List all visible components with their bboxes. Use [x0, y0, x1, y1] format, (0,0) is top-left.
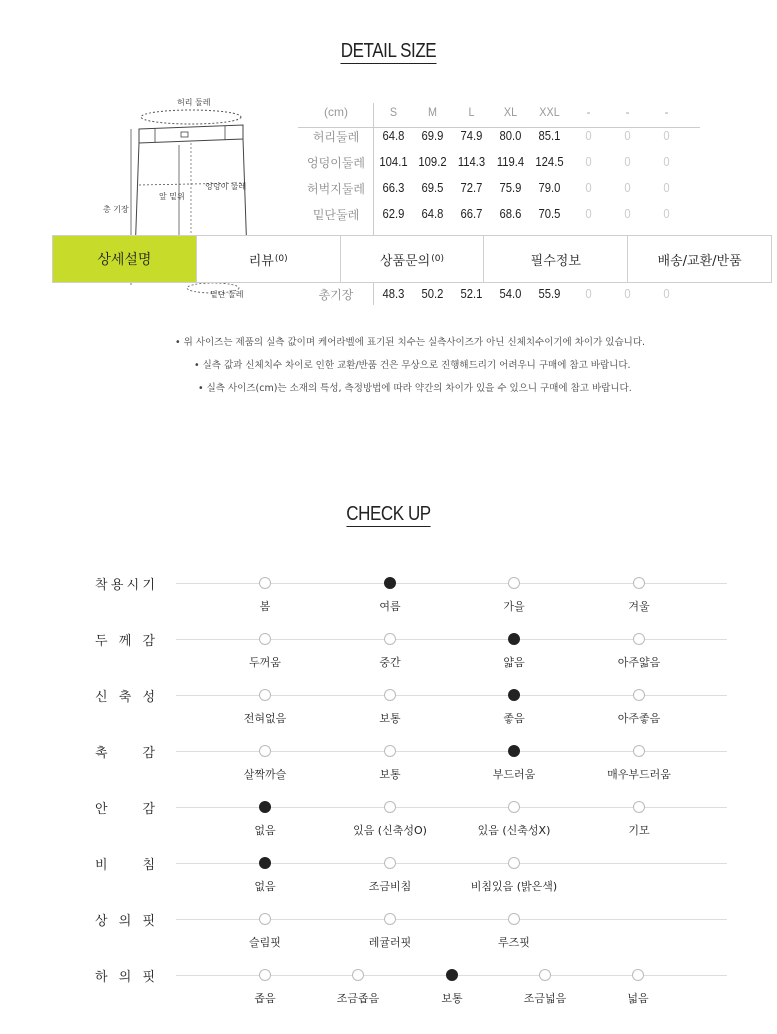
check-up-label-char: 상: [95, 914, 108, 929]
check-up-label-char: 착: [95, 578, 108, 593]
check-up-option-label: 아주좋음: [617, 712, 661, 725]
check-up-label-char: 의: [118, 914, 132, 929]
size-cell: 69.9: [421, 129, 444, 143]
diagram-label-hem: 밑단 둘레: [210, 290, 244, 299]
check-up-option-dot: [384, 801, 396, 813]
check-up-row-label: [95, 686, 155, 705]
detail-size-title-text: DETAIL SIZE: [340, 40, 437, 62]
check-up-option-label: 아주얇음: [617, 656, 661, 669]
check-up-row-label: [95, 966, 155, 985]
diagram-label-hip: 엉덩이 둘레: [205, 182, 247, 191]
check-up-label-char: 비: [95, 858, 108, 873]
size-cell: 0: [585, 129, 592, 143]
check-up-label-char: 촉: [95, 746, 108, 761]
check-up-option-label: 비침있음 (밝은색): [470, 880, 558, 893]
size-cell: 66.7: [460, 207, 483, 221]
check-up-row-label: [95, 854, 155, 873]
size-cell: 0: [585, 181, 592, 195]
size-cell: 0: [585, 207, 592, 221]
size-cell: 48.3: [382, 287, 405, 301]
size-cell: 74.9: [460, 129, 483, 143]
check-up-option-dot: [508, 745, 520, 757]
check-up-option-label: 겨울: [628, 600, 650, 613]
check-up-option-label: 없음: [254, 880, 276, 893]
check-up-option-dot: [508, 857, 520, 869]
check-up-option-label: 얇음: [503, 656, 525, 669]
detail-size-title: [58, 40, 718, 63]
size-row-label: 허벅지둘레: [307, 181, 365, 196]
check-up-option-label: 전혀없음: [243, 712, 287, 725]
check-up-option-dot: [539, 969, 551, 981]
check-up-option-dot: [384, 913, 396, 925]
size-header-cell: M: [428, 105, 437, 119]
check-up-row-label: [95, 742, 155, 761]
tab-required-info[interactable]: [483, 236, 627, 282]
check-up-option-label: 조금좁음: [336, 992, 380, 1005]
size-note: • 실측 값과 신체치수 차이로 인한 교환/반품 건은 무상으로 진행해드리기 어려우니 구매에 참고 바랍니다.: [194, 360, 631, 371]
tab-shipping-return[interactable]: [627, 236, 771, 282]
check-up-option-dot: [259, 689, 271, 701]
size-cell: 0: [663, 129, 670, 143]
check-up-option-dot: [508, 577, 520, 589]
tab-label: 상품문의: [380, 253, 431, 269]
tab-count: (0): [431, 254, 444, 264]
check-up-option-dot: [632, 969, 644, 981]
product-detail-tabs: [52, 235, 772, 283]
check-up-label-char: 시: [126, 578, 140, 593]
size-cell: 64.8: [382, 129, 405, 143]
check-up-label-char: 기: [142, 578, 155, 593]
size-cell: 0: [663, 155, 670, 169]
check-up-option-label: 보통: [379, 768, 401, 781]
check-up-label-char: 의: [118, 970, 132, 985]
size-table-row: [298, 176, 700, 200]
check-up-option-dot: [259, 633, 271, 645]
check-up-label-char: 두: [95, 634, 108, 649]
size-header-unit: (cm): [324, 105, 348, 119]
size-cell: 64.8: [421, 207, 444, 221]
size-cell: 0: [663, 287, 670, 301]
check-up-option-label: 조금넓음: [523, 992, 567, 1005]
size-header-cell: XL: [503, 105, 518, 119]
size-cell: 66.3: [382, 181, 405, 195]
size-cell: 114.3: [457, 155, 486, 169]
size-table-row: [298, 124, 700, 148]
size-cell: 0: [624, 287, 631, 301]
size-header-cell: -: [625, 105, 630, 119]
check-up-option-label: 살짝까슬: [243, 768, 287, 781]
check-up-option-dot: [259, 969, 271, 981]
tab-label: 상세설명: [97, 252, 152, 268]
size-cell: 0: [624, 155, 631, 169]
size-row-label: 밑단둘레: [312, 207, 360, 222]
check-up-row-label: [95, 574, 155, 593]
check-up-label-char: 용: [110, 578, 124, 593]
size-cell: 124.5: [535, 155, 564, 169]
check-up-title: [58, 503, 718, 526]
size-header-cell: -: [586, 105, 591, 119]
size-cell: 0: [663, 181, 670, 195]
check-up-option-label: 부드러움: [492, 768, 536, 781]
size-note: • 위 사이즈는 제품의 실측 값이며 케어라벨에 표기된 치수는 실측사이즈가 아닌 신체치수이기에 차이가 있습니다.: [175, 337, 646, 348]
size-row-label: 허리둘레: [312, 129, 360, 144]
size-cell: 79.0: [538, 181, 561, 195]
check-up-option-dot: [259, 801, 271, 813]
check-up-option-dot: [384, 857, 396, 869]
tab-detail[interactable]: [53, 236, 196, 282]
check-up-option-dot: [633, 577, 645, 589]
size-header-cell: -: [664, 105, 669, 119]
size-cell: 0: [585, 287, 592, 301]
check-up-option-label: 슬림핏: [249, 936, 281, 949]
size-cell: 70.5: [538, 207, 561, 221]
size-cell: 69.5: [421, 181, 444, 195]
size-cell: 50.2: [421, 287, 444, 301]
check-up-option-label: 여름: [379, 600, 401, 613]
check-up-option-label: 기모: [628, 824, 650, 837]
size-cell: 68.6: [499, 207, 522, 221]
tab-label: 배송/교환/반품: [657, 253, 742, 269]
size-cell: 80.0: [499, 129, 522, 143]
size-cell: 72.7: [460, 181, 483, 195]
check-up-row-label: [95, 910, 155, 929]
check-up-option-label: 두꺼움: [249, 656, 281, 669]
check-up-label-char: 축: [118, 690, 132, 705]
size-cell: 0: [663, 207, 670, 221]
tab-review[interactable]: [196, 236, 340, 282]
size-cell: 75.9: [499, 181, 522, 195]
check-up-label-char: 신: [95, 690, 108, 705]
diagram-label-waist: 허리 둘레: [177, 98, 211, 107]
size-table-row: [298, 202, 700, 226]
check-up-option-label: 루즈핏: [498, 936, 530, 949]
check-up-row-label: [95, 798, 155, 817]
check-up-option-dot: [352, 969, 364, 981]
check-up-option-dot: [508, 689, 520, 701]
check-up-row-label: [95, 630, 155, 649]
size-cell: 0: [624, 181, 631, 195]
check-up-label-char: 침: [142, 858, 155, 873]
size-cell: 0: [624, 207, 631, 221]
check-up-option-dot: [633, 633, 645, 645]
check-up-label-char: 감: [142, 634, 155, 649]
check-up-option-dot: [508, 801, 520, 813]
check-up-option-dot: [508, 913, 520, 925]
size-note: • 실측 사이즈(cm)는 소재의 특성, 측정방법에 따라 약간의 차이가 있을 수 있으니 구매에 참고 바랍니다.: [198, 383, 632, 394]
diagram-label-front-rise: 앞 밑위: [159, 192, 185, 201]
check-up-label-char: 핏: [142, 914, 155, 929]
check-up-option-label: 없음: [254, 824, 276, 837]
size-cell: 85.1: [538, 129, 561, 143]
tab-count: (0): [274, 254, 288, 264]
check-up-label-char: 핏: [142, 970, 155, 985]
check-up-label-char: 하: [95, 970, 108, 985]
check-up-option-label: 봄: [259, 600, 271, 613]
size-row-label: 엉덩이둘레: [307, 155, 365, 170]
check-up-option-label: 좋음: [503, 712, 525, 725]
size-cell: 109.2: [418, 155, 447, 169]
check-up-label-char: 안: [95, 802, 108, 817]
check-up-option-dot: [633, 689, 645, 701]
check-up-option-label: 있음 (신축성O): [353, 824, 427, 837]
tab-label: 리뷰: [248, 253, 274, 269]
diagram-label-length: 총 기장: [103, 205, 129, 214]
check-up-label-char: 감: [142, 802, 155, 817]
size-cell: 0: [585, 155, 592, 169]
check-up-option-label: 있음 (신축성X): [477, 824, 551, 837]
size-table-row: [298, 150, 700, 174]
size-header-cell: L: [468, 105, 475, 119]
size-row-label: 총기장: [318, 287, 354, 302]
check-up-option-dot: [633, 745, 645, 757]
check-up-option-dot: [446, 969, 458, 981]
check-up-option-label: 보통: [441, 992, 463, 1005]
size-cell: 52.1: [460, 287, 483, 301]
tab-label: 필수정보: [530, 253, 581, 269]
check-up-option-label: 중간: [379, 656, 401, 669]
size-cell: 55.9: [538, 287, 561, 301]
check-up-option-label: 가을: [503, 600, 525, 613]
check-up-label-char: 께: [118, 634, 132, 649]
size-table-row: [298, 282, 700, 306]
check-up-option-dot: [384, 577, 396, 589]
check-up-option-dot: [259, 913, 271, 925]
check-up-option-dot: [633, 801, 645, 813]
size-cell: 0: [624, 129, 631, 143]
size-table-header: [298, 100, 700, 124]
check-up-option-label: 보통: [379, 712, 401, 725]
check-up-option-dot: [384, 633, 396, 645]
check-up-option-dot: [384, 745, 396, 757]
check-up-option-label: 넓음: [627, 992, 649, 1005]
check-up-option-dot: [384, 689, 396, 701]
size-cell: 54.0: [499, 287, 522, 301]
check-up-option-dot: [259, 577, 271, 589]
check-up-option-label: 조금비침: [368, 880, 412, 893]
check-up-option-dot: [259, 857, 271, 869]
tab-qna[interactable]: [340, 236, 484, 282]
size-header-cell: S: [389, 105, 398, 119]
size-header-cell: XXL: [539, 105, 560, 119]
check-up-option-label: 매우부드러움: [607, 768, 671, 781]
size-cell: 119.4: [496, 155, 525, 169]
check-up-title-text: CHECK UP: [346, 503, 431, 525]
check-up-label-char: 성: [142, 690, 155, 705]
check-up-option-dot: [259, 745, 271, 757]
check-up-option-dot: [508, 633, 520, 645]
check-up-option-label: 레귤러핏: [368, 936, 412, 949]
size-cell: 62.9: [382, 207, 405, 221]
check-up-label-char: 감: [142, 746, 155, 761]
size-cell: 104.1: [379, 155, 408, 169]
check-up-option-label: 좁음: [254, 992, 276, 1005]
